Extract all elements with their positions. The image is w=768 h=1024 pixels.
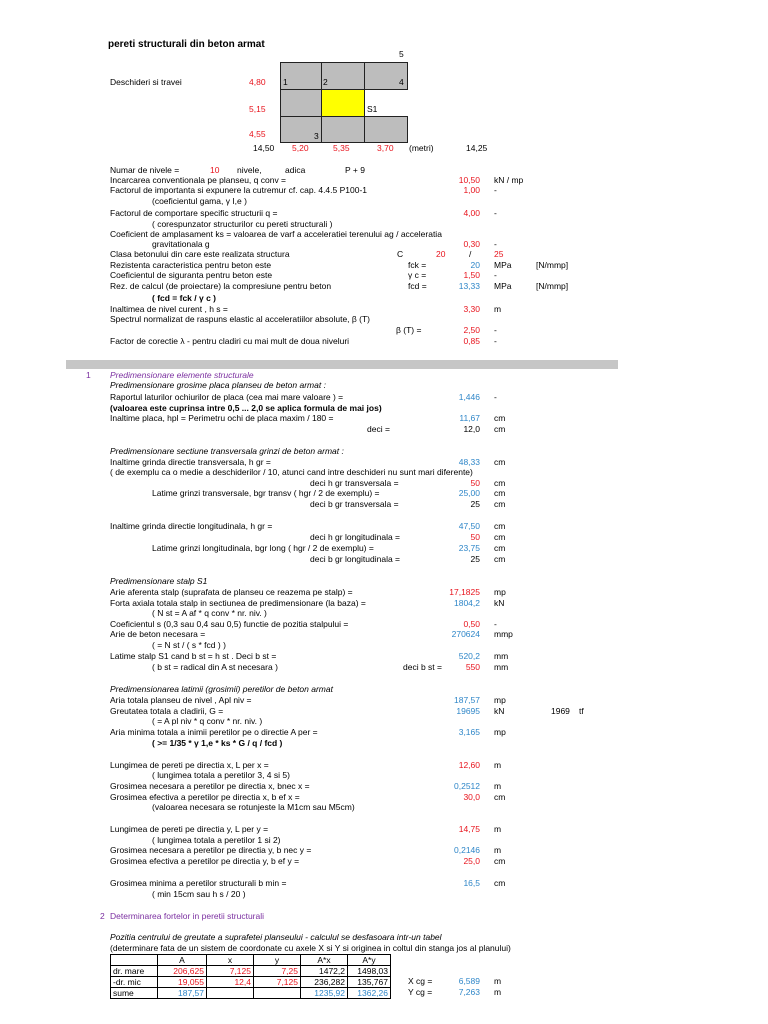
grid-cell-highlight [321, 89, 365, 117]
table-cell: dr. mare [111, 966, 158, 977]
param-value: 1,00 [463, 185, 480, 195]
concrete-class: C [397, 249, 404, 259]
grid-label: Deschideri si travei [110, 77, 182, 87]
row-value: 50 [470, 478, 480, 488]
row-value: 12,0 [463, 424, 480, 434]
row-unit: cm [494, 856, 506, 866]
row-label: Arie de beton necesara = [110, 629, 206, 639]
table-cell: 1498,03 [348, 966, 391, 977]
row-label: Lungimea de pereti pe directia y, L per y = [110, 824, 269, 834]
param-symbol: fcd = [408, 281, 427, 291]
grid-cell-label: 4 [399, 77, 404, 87]
subsection-title: Pozitia centrului de greutate a suprafetei planseului - calculul se desfasoara intr-un tabel [110, 932, 442, 942]
row-value-alt: 1969 [551, 706, 570, 716]
row-unit: mm [494, 662, 509, 672]
row-label: Inaltime grinda directie longitudinala, h gr = [110, 521, 273, 531]
row-label: Lungimea de pereti pe directia x, L per x = [110, 760, 269, 770]
grid-row-2: 5,15 [249, 104, 266, 114]
row-label: Forta axiala totala stalp in sectiunea de predimensionare (la baza) = [110, 598, 366, 608]
param-unit: kN / mp [494, 175, 524, 185]
param-unit: m [494, 304, 502, 314]
section-title: Predimensionare elemente structurale [110, 370, 254, 380]
row-unit: cm [494, 499, 506, 509]
row-note: ( lungimea totala a peretilor 3, 4 si 5) [152, 770, 290, 780]
grid-cell [364, 116, 408, 143]
row-unit: mp [494, 695, 506, 705]
row-label: Raportul laturilor ochiurilor de placa (cea mai mare valoare ) = [110, 392, 344, 402]
table-cell: 7,125 [254, 977, 301, 988]
table-row [111, 988, 391, 999]
param-text: adica [285, 165, 306, 175]
table-row [111, 966, 391, 977]
row-label: Greutatea totala a cladirii, G = [110, 706, 224, 716]
row-note: (determinare fata de un sistem de coordonate cu axele X si Y si originea in coltul din stanga jos al planului) [110, 943, 511, 953]
param-value: 0,30 [463, 239, 480, 249]
param-unit: - [494, 185, 497, 195]
param-label: Rez. de calcul (de proiectare) la compresiune pentru beton [110, 281, 332, 291]
row-unit: cm [494, 478, 506, 488]
param-unit2: [N/mmp] [536, 281, 569, 291]
row-unit: cm [494, 488, 506, 498]
ycg-unit: m [494, 987, 502, 997]
row-label: Inaltime grinda directie transversala, h gr = [110, 457, 271, 467]
row-value: 520,2 [458, 651, 480, 661]
row-unit: m [494, 760, 502, 770]
row-note: ( N st = A af * q conv * nr. niv. ) [152, 608, 267, 618]
row-value: 0,2512 [454, 781, 480, 791]
param-value: 20 [470, 260, 480, 270]
param-label: Inaltimea de nivel curent , h s = [110, 304, 228, 314]
row-unit: m [494, 781, 502, 791]
row-unit: kN [494, 706, 505, 716]
param-value: 3,30 [463, 304, 480, 314]
row-note: (valoarea necesara se rotunjeste la M1cm sau M5cm) [152, 802, 355, 812]
param-unit: - [494, 239, 497, 249]
concrete-class-1: 20 [436, 249, 446, 259]
row-note: ( de exemplu ca o medie a deschiderilor / 10, atunci cand intre deschideri nu sunt mari diferente) [110, 467, 473, 477]
row-unit: m [494, 824, 502, 834]
row-unit: mp [494, 727, 506, 737]
param-value: 10 [210, 165, 220, 175]
param-label: Factorul de importanta si expunere la cutremur cf. cap. 4.4.5 P100-1 [110, 185, 368, 195]
param-value: 2,50 [463, 325, 480, 335]
param-value: 10,50 [458, 175, 480, 185]
grid-cell-label: 3 [314, 131, 319, 141]
row-label: deci h gr transversala = [310, 478, 399, 488]
table-cell: 7,125 [207, 966, 254, 977]
table-cell: 187,57 [158, 988, 207, 999]
row-label: Coeficientul s (0,3 sau 0,4 sau 0,5) functie de pozitia stalpului = [110, 619, 349, 629]
grid-col-total: 14,50 [253, 143, 275, 153]
row-label: deci b gr longitudinala = [310, 554, 401, 564]
table-cell: 236,282 [301, 977, 348, 988]
table-cell: 135,767 [348, 977, 391, 988]
param-label: Incarcarea conventionala pe planseu, q conv = [110, 175, 287, 185]
row-label: Latime grinzi transversale, bgr transv ( hgr / 2 de exemplu) = [152, 488, 380, 498]
row-label: deci h gr longitudinala = [310, 532, 401, 542]
grid-col: 5,20 [292, 143, 309, 153]
grid-cell [321, 116, 365, 143]
grid-cell [280, 89, 322, 117]
param-value: 13,33 [458, 281, 480, 291]
param-symbol: fck = [408, 260, 427, 270]
row-value: 0,50 [463, 619, 480, 629]
grid-unit: (metri) [409, 143, 434, 153]
param-value: 1,50 [463, 270, 480, 280]
row-value: 30,0 [463, 792, 480, 802]
param-unit: - [494, 336, 497, 346]
row-unit: - [494, 619, 497, 629]
grid-cell-label: 1 [283, 77, 288, 87]
concrete-class-2: 25 [494, 249, 504, 259]
grid-row-3: 4,55 [249, 129, 266, 139]
row-unit: cm [494, 413, 506, 423]
row-label: Arie aferenta stalp (suprafata de planseu ce reazema pe stalp) = [110, 587, 353, 597]
row-value: 1,446 [458, 392, 480, 402]
param-note: (coeficientul gama, γ I,e ) [152, 196, 247, 206]
table-cell: sume [111, 988, 158, 999]
subsection-title: Predimensionare stalp S1 [110, 576, 208, 586]
row-value: 25 [470, 499, 480, 509]
row-unit: - [494, 392, 497, 402]
table-cell: -dr. mic [111, 977, 158, 988]
param-text: P + 9 [345, 165, 365, 175]
param-label: Numar de nivele = [110, 165, 180, 175]
row-value: 48,33 [458, 457, 480, 467]
grid-cell-label: 2 [323, 77, 328, 87]
row-label: deci b gr transversala = [310, 499, 399, 509]
param-label: gravitationala g [152, 239, 210, 249]
param-value: 4,00 [463, 208, 480, 218]
row-note: ( min 15cm sau h s / 20 ) [152, 889, 246, 899]
section-number: 2 [100, 911, 105, 921]
subsection-title: Predimensionare grosime placa planseu de beton armat : [110, 380, 326, 390]
row-value: 550 [465, 662, 480, 672]
param-text: nivele, [237, 165, 262, 175]
grid-col: 5,35 [333, 143, 350, 153]
param-label: Spectrul normalizat de raspuns elastic al acceleratiilor absolute, β (T) [110, 314, 371, 324]
table-cell: 19,055 [158, 977, 207, 988]
param-symbol: γ c = [408, 270, 427, 280]
page-title: pereti structurali din beton armat [108, 39, 265, 50]
xcg-unit: m [494, 976, 502, 986]
table-cell: 1362,26 [348, 988, 391, 999]
grid-col: 3,70 [377, 143, 394, 153]
section-number: 1 [86, 370, 91, 380]
table-cell: 1235,92 [301, 988, 348, 999]
row-label: Grosimea efectiva a peretilor pe directia y, b ef y = [110, 856, 300, 866]
grid-total: 14,25 [466, 143, 488, 153]
ycg-value: 7,263 [458, 987, 480, 997]
param-value: 0,85 [463, 336, 480, 346]
param-label: Clasa betonului din care este realizata structura [110, 249, 290, 259]
subsection-title: Predimensionare sectiune transversala grinzi de beton armat : [110, 446, 344, 456]
row-value: 19695 [456, 706, 480, 716]
row-unit: cm [494, 543, 506, 553]
row-value: 16,5 [463, 878, 480, 888]
row-value: 25 [470, 554, 480, 564]
row-unit: cm [494, 457, 506, 467]
param-note: ( corespunzator structurilor cu pereti structurali ) [152, 219, 333, 229]
row-label: deci b st = [403, 662, 442, 672]
centroid-table [110, 954, 391, 999]
row-value: 25,0 [463, 856, 480, 866]
table-row [111, 977, 391, 988]
row-label: Grosimea efectiva a peretilor pe directia x, b ef x = [110, 792, 300, 802]
row-value: 50 [470, 532, 480, 542]
row-note: (valoarea este cuprinsa intre 0,5 ... 2,0 se aplica formula de mai jos) [110, 403, 382, 413]
param-unit2: [N/mmp] [536, 260, 569, 270]
row-unit-alt: tf [579, 706, 584, 716]
row-value: 25,00 [458, 488, 480, 498]
row-label: Grosimea necesara a peretilor pe directia x, bnec x = [110, 781, 310, 791]
table-cell: 7,25 [254, 966, 301, 977]
param-label: Coeficient de amplasament ks = valoarea de varf a acceleratiei terenului ag / acceleratia [110, 229, 442, 239]
param-unit: MPa [494, 281, 512, 291]
row-unit: cm [494, 792, 506, 802]
xcg-label: X cg = [408, 976, 433, 986]
row-value: 187,57 [454, 695, 480, 705]
row-value: 14,75 [458, 824, 480, 834]
row-value: 270624 [451, 629, 480, 639]
row-unit: m [494, 845, 502, 855]
grid-row-1: 4,80 [249, 77, 266, 87]
row-value: 1804,2 [454, 598, 480, 608]
row-unit: cm [494, 424, 506, 434]
param-symbol: β (T) = [396, 325, 422, 335]
row-value: 23,75 [458, 543, 480, 553]
table-header: A [158, 955, 207, 966]
row-label: deci = [367, 424, 390, 434]
row-unit: cm [494, 554, 506, 564]
row-unit: kN [494, 598, 505, 608]
param-unit: - [494, 270, 497, 280]
subsection-title: Predimensionarea latimii (grosimii) peretilor de beton armat [110, 684, 333, 694]
row-unit: cm [494, 521, 506, 531]
row-unit: cm [494, 878, 506, 888]
row-label: Aria minima totala a inimii peretilor pe o directie A per = [110, 727, 318, 737]
row-value: 3,165 [458, 727, 480, 737]
table-header: y [254, 955, 301, 966]
row-note: ( = A pl niv * q conv * nr. niv. ) [152, 716, 263, 726]
table-cell [254, 988, 301, 999]
row-value: 0,2146 [454, 845, 480, 855]
row-label: Latime stalp S1 cand b st = h st . Deci b st = [110, 651, 277, 661]
table-header-row [111, 955, 391, 966]
param-label: Factor de corectie λ - pentru cladiri cu mai mult de doua niveluri [110, 336, 350, 346]
row-label: Aria totala planseu de nivel , Apl niv = [110, 695, 252, 705]
row-note: ( lungimea totala a peretilor 1 si 2) [152, 835, 281, 845]
section-divider [66, 360, 618, 369]
param-unit: - [494, 208, 497, 218]
row-value: 17,1825 [449, 587, 480, 597]
row-value: 12,60 [458, 760, 480, 770]
table-cell: 12,4 [207, 977, 254, 988]
ycg-label: Y cg = [408, 987, 433, 997]
table-header: A*x [301, 955, 348, 966]
row-label: Grosimea necesara a peretilor pe directia y, b nec y = [110, 845, 312, 855]
param-unit: - [494, 325, 497, 335]
table-cell: 206,625 [158, 966, 207, 977]
grid-top-label: 5 [399, 49, 404, 59]
table-cell: 1472,2 [301, 966, 348, 977]
concrete-class-sep: / [469, 249, 472, 259]
row-label: Inaltime placa, hpl = Perimetru ochi de placa maxim / 180 = [110, 413, 334, 423]
table-header: A*y [348, 955, 391, 966]
param-label: Rezistenta caracteristica pentru beton este [110, 260, 272, 270]
table-header: x [207, 955, 254, 966]
row-unit: cm [494, 532, 506, 542]
param-note: ( fcd = fck / γ c ) [152, 293, 217, 303]
row-note: ( b st = radical din A st necesara ) [152, 662, 278, 672]
row-note: ( >= 1/35 * γ 1,e * ks * G / q / fcd ) [152, 738, 283, 748]
param-label: Factorul de comportare specific structurii q = [110, 208, 278, 218]
row-label: Grosimea minima a peretilor structurali b min = [110, 878, 287, 888]
row-unit: mm [494, 651, 509, 661]
param-unit: MPa [494, 260, 512, 270]
grid-cell-label: S1 [367, 104, 378, 114]
row-unit: mmp [494, 629, 513, 639]
row-label: Latime grinzi longitudinala, bgr long ( hgr / 2 de exemplu) = [152, 543, 374, 553]
section-title: Determinarea fortelor in peretii structurali [110, 911, 265, 921]
param-label: Coeficientul de siguranta pentru beton este [110, 270, 273, 280]
xcg-value: 6,589 [458, 976, 480, 986]
table-header [111, 955, 158, 966]
row-unit: mp [494, 587, 506, 597]
table-cell [207, 988, 254, 999]
row-value: 11,67 [459, 413, 480, 423]
row-note: ( = N st / ( s * fcd ) ) [152, 640, 226, 650]
row-value: 47,50 [458, 521, 480, 531]
